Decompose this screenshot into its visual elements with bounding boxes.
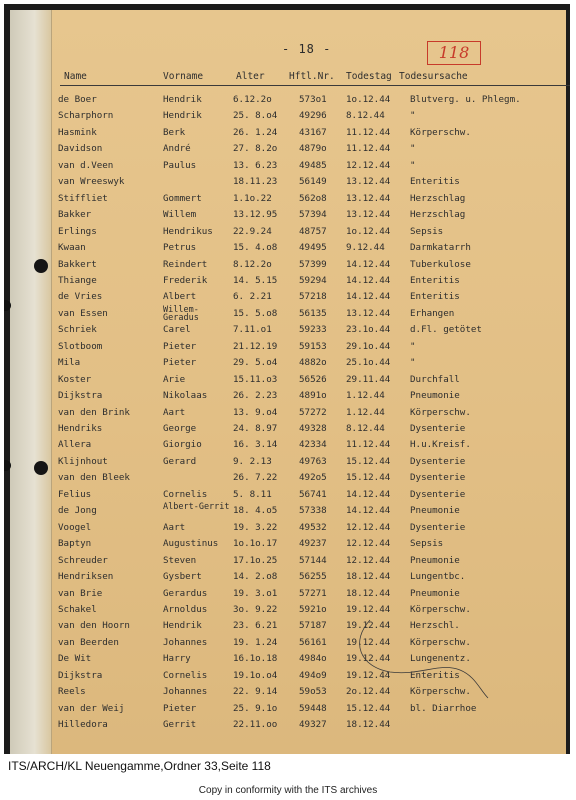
record-death-date: 13.12.44 [346,176,391,188]
record-birth-date: 19. 3.o1 [233,587,278,599]
record-first-name: Hendrikus [163,225,213,237]
record-cause: Enteritis [410,291,460,303]
archive-page-stamp: 118 [427,41,481,65]
copy-conformity-note: Copy in conformity with the ITS archives [198,785,378,796]
record-birth-date: 14. 2.o8 [233,571,278,583]
record-prisoner-number: 59294 [299,274,327,286]
record-first-name: Gerardus [163,587,208,599]
record-first-name: Albert [163,291,197,303]
record-name: Reels [58,686,86,698]
record-first-name: Giorgio [163,439,202,451]
record-birth-date: 18. 4.o5 [233,505,278,517]
record-first-name: Frederik [163,274,208,286]
record-birth-date: 19. 3.22 [233,521,278,533]
record-name: Dijkstra [58,390,103,402]
record-prisoner-number: 49495 [299,242,327,254]
record-first-name: Johannes [163,636,208,648]
table-row [0,108,576,123]
record-name: Kwaan [58,242,86,254]
table-row [0,273,576,288]
table-row [0,586,576,601]
record-birth-date: 6. 2.21 [233,291,272,303]
record-first-name: Hendrik [163,110,202,122]
record-name: Thiange [58,274,97,286]
record-birth-date: 15.11.o3 [233,373,278,385]
column-header-cause: Todesursache [399,71,468,82]
record-death-date: 12.12.44 [346,538,391,550]
record-prisoner-number: 59o53 [299,686,327,698]
record-first-name: Harry [163,653,191,665]
column-header-death-date: Todestag [346,71,392,82]
record-cause: " [410,357,416,369]
record-cause: Körperschw. [410,126,471,138]
record-birth-date: 27. 8.2o [233,143,278,155]
record-birth-date: 3o. 9.22 [233,603,278,615]
record-first-name: Aart [163,406,186,418]
record-death-date: 11.12.44 [346,439,391,451]
record-prisoner-number: 59448 [299,702,327,714]
record-prisoner-number: 4879o [299,143,327,155]
record-name: Schriek [58,324,97,336]
record-cause: Dysenterie [410,472,466,484]
record-birth-date: 15. 5.o8 [233,307,278,319]
table-row [0,322,576,337]
record-death-date: 13.12.44 [346,307,391,319]
record-birth-date: 22.11.oo [233,719,278,731]
record-prisoner-number: 56741 [299,488,327,500]
table-row [0,536,576,551]
record-death-date: 25.1o.44 [346,357,391,369]
record-prisoner-number: 492o5 [299,472,327,484]
record-name: Hilledora [58,719,108,731]
record-birth-date: 16. 3.14 [233,439,278,451]
record-death-date: 12.12.44 [346,159,391,171]
table-row [0,717,576,732]
record-prisoner-number: 494o9 [299,669,327,681]
record-death-date: 14.12.44 [346,505,391,517]
record-name: Stiffliet [58,192,108,204]
record-cause: Enteritis [410,669,460,681]
record-first-name: Pieter [163,357,197,369]
column-header-prisoner-number: Hftl.Nr. [289,71,335,82]
record-name: Allera [58,439,92,451]
record-first-name: Willem [163,209,197,221]
record-birth-date: 23. 6.21 [233,620,278,632]
record-cause: Sepsis [410,538,444,550]
record-birth-date: 5. 8.11 [233,488,272,500]
record-name: van d.Veen [58,159,114,171]
record-name: van den Hoorn [58,620,130,632]
record-cause: Tuberkulose [410,258,471,270]
record-birth-date: 18.11.23 [233,176,278,188]
record-birth-date: 22.9.24 [233,225,272,237]
record-prisoner-number: 57394 [299,209,327,221]
record-first-name: Paulus [163,159,197,171]
record-death-date: 19.12.44 [346,669,391,681]
record-first-name: Steven [163,554,197,566]
record-cause: Körperschw. [410,686,471,698]
record-death-date: 14.12.44 [346,488,391,500]
record-cause: Pneumonie [410,505,460,517]
record-birth-date: 13.12.95 [233,209,278,221]
record-name: Hendriksen [58,571,114,583]
record-name: van Beerden [58,636,119,648]
record-cause: d.Fl. getötet [410,324,482,336]
record-death-date: 8.12.44 [346,423,385,434]
record-name: de Jong [58,505,97,517]
record-cause: Lungenentz. [410,653,471,665]
record-death-date: 9.12.44 [346,242,385,254]
table-row [0,569,576,584]
record-name: Baptyn [58,538,92,550]
record-cause: Pneumonie [410,390,460,402]
record-cause: Körperschw. [410,603,471,615]
record-first-name: Gysbert [163,571,202,583]
record-prisoner-number: 4891o [299,390,327,402]
record-death-date: 29.1o.44 [346,340,391,352]
table-row [0,503,576,518]
record-death-date: 19.12.44 [346,620,391,632]
record-birth-date: 7.11.o1 [233,324,272,336]
record-prisoner-number: 49328 [299,423,327,434]
record-death-date: 19.12.44 [346,636,391,648]
record-name: de Vries [58,291,103,303]
record-name: van den Bleek [58,472,130,484]
record-name: van Wreeswyk [58,176,125,188]
table-row [0,240,576,255]
table-row [0,520,576,535]
record-death-date: 18.12.44 [346,571,391,583]
record-cause: " [410,340,416,352]
record-cause: Enteritis [410,176,460,188]
record-cause: Enteritis [410,274,460,286]
record-birth-date: 26. 2.23 [233,390,278,402]
record-cause: Herzschl. [410,620,460,632]
record-birth-date: 16.1o.18 [233,653,278,665]
archive-reference: ITS/ARCH/KL Neuengamme,Ordner 33,Seite 118 [8,759,271,773]
record-prisoner-number: 57399 [299,258,327,270]
table-row [0,553,576,568]
record-death-date: 1o.12.44 [346,225,391,237]
record-birth-date: 14. 5.15 [233,274,278,286]
record-prisoner-number: 59153 [299,340,327,352]
record-cause: " [410,110,416,122]
record-birth-date: 17.1o.25 [233,554,278,566]
table-row [0,207,576,222]
record-birth-date: 1o.1o.17 [233,538,278,550]
record-death-date: 15.12.44 [346,455,391,467]
record-birth-date: 22. 9.14 [233,686,278,698]
record-name: Scharphorn [58,110,114,122]
table-row [0,125,576,140]
record-first-name: Aart [163,521,186,533]
record-prisoner-number: 57144 [299,554,327,566]
record-birth-date: 24. 8.97 [233,423,278,434]
record-death-date: 11.12.44 [346,143,391,155]
record-cause: " [410,159,416,171]
record-name: van Brie [58,587,103,599]
table-row [0,306,576,321]
record-first-name: Arie [163,373,186,385]
table-row [0,437,576,452]
record-cause: " [410,143,416,155]
record-name: van Essen [58,307,108,319]
record-first-name: Pieter [163,340,197,352]
record-cause: Dysenterie [410,521,466,533]
table-row [0,257,576,272]
table-row [0,421,576,436]
record-death-date: 12.12.44 [346,521,391,533]
record-cause: Lungentbc. [410,571,466,583]
table-row [0,191,576,206]
record-name: Dijkstra [58,669,103,681]
record-birth-date: 6.12.2o [233,94,272,105]
record-birth-date: 13. 6.23 [233,159,278,171]
record-name: Hasmink [58,126,97,138]
table-row [0,339,576,354]
record-birth-date: 19. 1.24 [233,636,278,648]
record-death-date: 13.12.44 [346,192,391,204]
record-first-name: Cornelis [163,488,208,500]
record-birth-date: 8.12.2o [233,258,272,270]
record-cause: Körperschw. [410,636,471,648]
record-prisoner-number: 49327 [299,719,327,731]
pencil-scribble [330,612,500,702]
record-death-date: 1o.12.44 [346,94,391,105]
record-cause: Pneumonie [410,587,460,599]
record-first-name: Pieter [163,702,197,714]
record-prisoner-number: 49296 [299,110,327,122]
record-prisoner-number: 57218 [299,291,327,303]
record-death-date: 19.12.44 [346,653,391,665]
record-first-name: Nikolaas [163,390,208,402]
table-row [0,158,576,173]
record-birth-date: 15. 4.o8 [233,242,278,254]
table-row [0,92,576,107]
record-death-date: 19.12.44 [346,603,391,615]
record-death-date: 14.12.44 [346,274,391,286]
record-prisoner-number: 56161 [299,636,327,648]
record-name: Bakker [58,209,92,221]
record-name: Erlings [58,225,97,237]
table-row [0,174,576,189]
record-birth-date: 26. 1.24 [233,126,278,138]
record-first-name: Augustinus [163,538,219,550]
record-death-date: 13.12.44 [346,209,391,221]
record-birth-date: 25. 9.1o [233,702,278,714]
record-first-name: Reindert [163,258,208,270]
record-birth-date: 21.12.19 [233,340,278,352]
record-first-name: Arnoldus [163,603,208,615]
record-death-date: 8.12.44 [346,110,385,122]
record-cause: Erhangen [410,307,455,319]
record-first-name: Carel [163,324,191,336]
record-cause: Körperschw. [410,406,471,418]
record-cause: Sepsis [410,225,444,237]
record-first-name: Johannes [163,686,208,698]
table-row [0,405,576,420]
record-name: Klijnhout [58,455,108,467]
table-row [0,388,576,403]
record-name: van der Weij [58,702,125,714]
record-name: de Boer [58,94,97,105]
record-prisoner-number: 49763 [299,455,327,467]
record-name: De Wit [58,653,92,665]
record-first-name: George [163,423,197,434]
table-row [0,454,576,469]
record-prisoner-number: 49237 [299,538,327,550]
record-death-date: 15.12.44 [346,472,391,484]
table-row [0,372,576,387]
record-cause: Pneumonie [410,554,460,566]
record-name: Mila [58,357,81,369]
record-cause: Durchfall [410,373,460,385]
table-row [0,701,576,716]
record-first-name: Petrus [163,242,197,254]
record-prisoner-number: 57271 [299,587,327,599]
record-name: van den Brink [58,406,130,418]
table-row [0,289,576,304]
record-cause: bl. Diarrhoe [410,702,477,714]
record-birth-date: 26. 7.22 [233,472,278,484]
record-prisoner-number: 43167 [299,126,327,138]
record-name: Schakel [58,603,97,615]
record-death-date: 1.12.44 [346,406,385,418]
column-header-name: Name [64,71,87,82]
record-prisoner-number: 49532 [299,521,327,533]
record-prisoner-number: 56526 [299,373,327,385]
record-name: Bakkert [58,258,97,270]
table-row [0,224,576,239]
record-first-name: Hendrik [163,620,202,632]
record-first-name: André [163,143,191,155]
record-birth-date: 29. 5.o4 [233,357,278,369]
record-cause: Dysenterie [410,423,466,434]
record-prisoner-number: 56149 [299,176,327,188]
record-death-date: 11.12.44 [346,126,391,138]
record-first-name: Gerrit [163,719,197,731]
record-prisoner-number: 48757 [299,225,327,237]
record-name: Felius [58,488,92,500]
page-number: - 18 - [282,42,332,56]
record-name: Voogel [58,521,92,533]
record-death-date: 1.12.44 [346,390,385,402]
record-death-date: 14.12.44 [346,291,391,303]
record-first-name: Willem-Geradus [163,304,199,323]
record-prisoner-number: 49485 [299,159,327,171]
record-first-name: Gommert [163,192,202,204]
header-rule [60,85,570,86]
record-name: Slotboom [58,340,103,352]
record-first-name: Berk [163,126,186,138]
record-prisoner-number: 56135 [299,307,327,319]
table-row [0,141,576,156]
record-death-date: 18.12.44 [346,587,391,599]
record-death-date: 23.1o.44 [346,324,391,336]
record-prisoner-number: 57187 [299,620,327,632]
record-death-date: 29.11.44 [346,373,391,385]
record-birth-date: 19.1o.o4 [233,669,278,681]
record-prisoner-number: 4984o [299,653,327,665]
record-death-date: 15.12.44 [346,702,391,714]
record-prisoner-number: 59233 [299,324,327,336]
record-name: Schreuder [58,554,108,566]
record-birth-date: 9. 2.13 [233,455,272,467]
record-death-date: 14.12.44 [346,258,391,270]
record-prisoner-number: 4882o [299,357,327,369]
column-header-first-name: Vorname [163,71,204,82]
record-death-date: 2o.12.44 [346,686,391,698]
record-name: Davidson [58,143,103,155]
record-cause: Herzschlag [410,209,466,221]
record-first-name: Cornelis [163,669,208,681]
record-prisoner-number: 5921o [299,603,327,615]
column-header-age: Alter [236,71,265,82]
record-name: Hendriks [58,423,103,434]
record-cause: H.u.Kreisf. [410,439,471,451]
record-prisoner-number: 57272 [299,406,327,418]
record-cause: Herzschlag [410,192,466,204]
record-cause: Blutverg. u. Phlegm. [410,94,521,105]
record-name: Koster [58,373,92,385]
record-death-date: 18.12.44 [346,719,391,731]
record-first-name: Albert-Gerrit [163,502,230,513]
record-cause: Dysenterie [410,455,466,467]
record-prisoner-number: 573o1 [299,94,327,105]
record-cause: Darmkatarrh [410,242,471,254]
record-birth-date: 25. 8.o4 [233,110,278,122]
record-cause: Dysenterie [410,488,466,500]
record-birth-date: 1.1o.22 [233,192,272,204]
table-row [0,470,576,485]
table-row [0,355,576,370]
record-prisoner-number: 56255 [299,571,327,583]
record-first-name: Gerard [163,455,197,467]
record-death-date: 12.12.44 [346,554,391,566]
record-prisoner-number: 42334 [299,439,327,451]
table-row [0,487,576,502]
record-birth-date: 13. 9.o4 [233,406,278,418]
record-prisoner-number: 57338 [299,505,327,517]
record-first-name: Hendrik [163,94,202,105]
record-prisoner-number: 562o8 [299,192,327,204]
